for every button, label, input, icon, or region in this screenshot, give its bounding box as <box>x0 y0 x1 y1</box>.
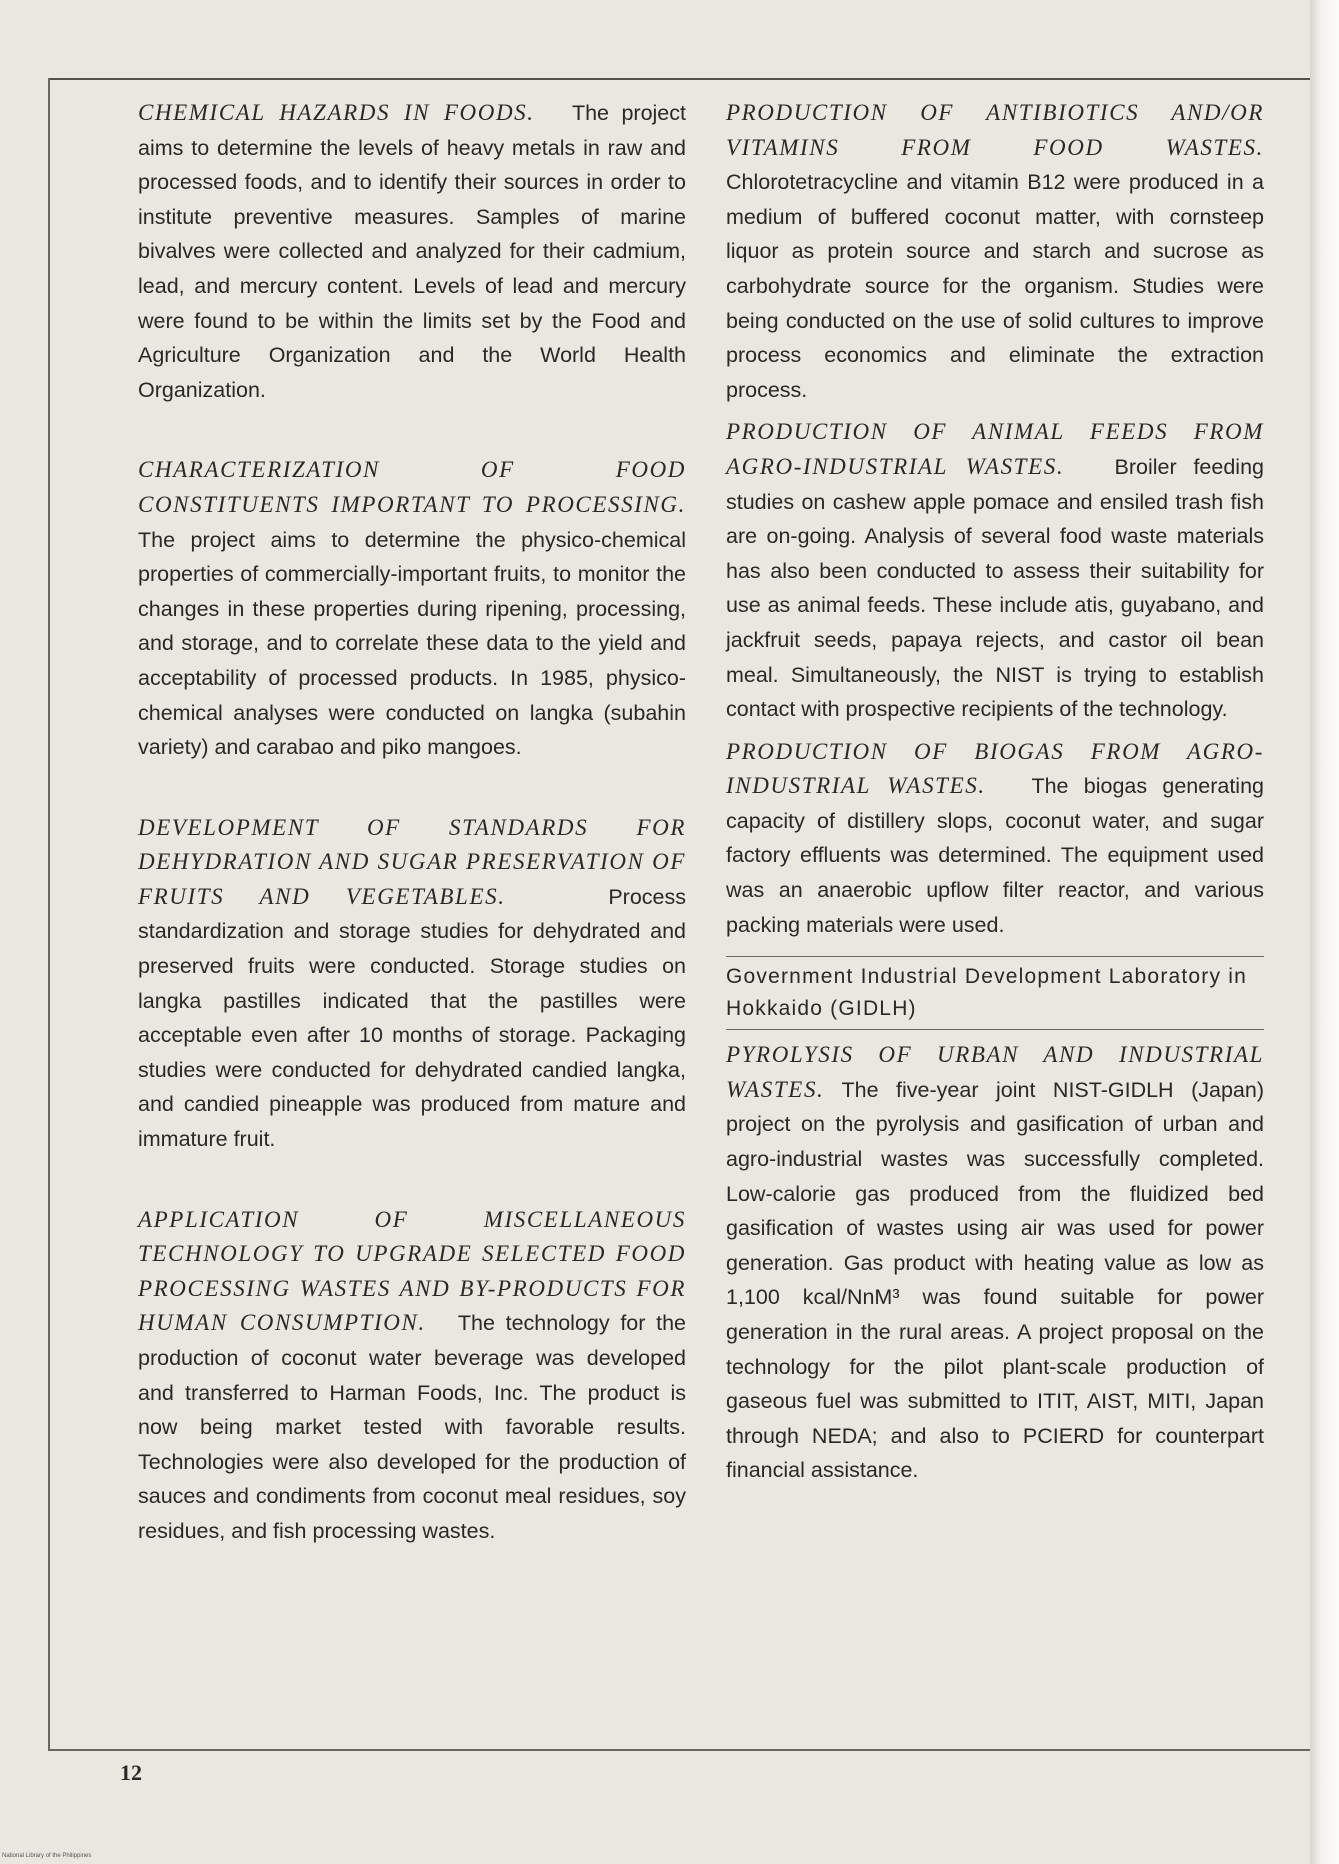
section-body: The biogas generating capacity of distillery slops, coconut water, and sugar factory effluents was determined. The equipment used was an anaerobic upflow filter reactor, and various packing materials were used. <box>726 774 1265 937</box>
section-dehydration-standards <box>138 811 686 1157</box>
section-biogas <box>726 735 1264 943</box>
section-heading: DEVELOPMENT OF STANDARDS FOR DEHYDRATION AND SUGAR PRESERVATION OF FRUITS AND VEGETABLES. <box>138 814 686 909</box>
section-heading: PRODUCTION OF ANIMAL FEEDS FROM AGRO-INDUSTRIAL WASTES. <box>726 419 1264 479</box>
section-antibiotics-vitamins <box>726 96 1264 407</box>
section-body: The project aims to determine the levels of heavy metals in raw and processed foods, and to identify their sources in order to institute preventive measures. Samples of marine bivalves were collected and analyzed for their cadmium, lead, and mercury content. Levels of lead and mercury were found to be within the limits set by the Food and Agriculture Organization and the World Health Organization. <box>138 101 686 402</box>
section-heading: PRODUCTION OF BIOGAS FROM AGRO-INDUSTRIAL WASTES. <box>726 738 1264 799</box>
section-heading: APPLICATION OF MISCELLANEOUS TECHNOLOGY TO UPGRADE SELECTED FOOD PROCESSING WASTES AND BY-PRODUCTS FOR HUMAN CONSUMPTION. <box>138 1206 686 1336</box>
section-body: Process standardization and storage studies for dehydrated and preserved fruits were conducted. Storage studies on langka pastilles indicated that the pastilles were acceptable even after 10 months of storage. Packaging studies were conducted for dehydrated candied langka, and candied pineapple was produced from mature and immature fruit. <box>138 884 686 1152</box>
section-heading: CHEMICAL HAZARDS IN FOODS. <box>138 100 535 125</box>
footer-note: National Library of the Philippines <box>2 1853 92 1859</box>
right-column <box>726 96 1264 1488</box>
scan-edge <box>1310 0 1339 1864</box>
section-body: The technology for the production of coconut water beverage was developed and transferred to Harman Foods, Inc. The product is now being market tested with favorable results. Technologies were also developed for the production of sauces and condiments from coconut meal residues, soy residues, and fish processing wastes. <box>138 1311 686 1543</box>
section-body: Broiler feeding studies on cashew apple pomace and ensiled trash fish are on-going. Analysis of several food waste materials has also been conducted to assess their suitability for use as animal feeds. These include atis, guyabano, and jackfruit seeds, papaya rejects, and castor oil bean meal. Simultaneously, the NIST is trying to establish contact with prospective recipients of the technology. <box>726 454 1264 722</box>
section-food-constituents <box>138 453 686 764</box>
section-heading: PRODUCTION OF ANTIBIOTICS AND/OR VITAMINS FROM FOOD WASTES. <box>726 100 1264 160</box>
section-miscellaneous-technology <box>138 1203 686 1549</box>
subsection-title: Government Industrial Development Laboratory in Hokkaido (GIDLH) <box>726 956 1264 1030</box>
section-body: Chlorotetracycline and vitamin B12 were produced in a medium of buffered coconut matter, with cornsteep liquor as protein source and starch and sucrose as carbohydrate source for the organism. Studies were being conducted on the use of solid cultures to improve process economics and eliminate the extraction process. <box>726 170 1264 402</box>
section-body: The five-year joint NIST-GIDLH (Japan) project on the pyrolysis and gasification of urban and agro-industrial wastes was successfully completed. Low-calorie gas produced from the fluidized bed gasification of wastes using air was used for power generation. Gas product with heating value as low as 1,100 kcal/NnM³ was found suitable for power generation in the rural areas. A project proposal on the technology for the pilot plant-scale production of gaseous fuel was submitted to ITIT, AIST, MITI, Japan through NEDA; and also to PCIERD for counterpart financial assistance. <box>726 1077 1264 1483</box>
section-pyrolysis <box>726 1038 1264 1488</box>
section-heading: CHARACTERIZATION OF FOOD CONSTITUENTS IMPORTANT TO PROCESSING. <box>138 457 686 517</box>
section-heading: PYROLYSIS OF URBAN AND INDUSTRIAL WASTES. <box>726 1042 1264 1102</box>
section-chemical-hazards <box>138 96 686 407</box>
frame-bottom-rule <box>48 1749 1310 1751</box>
left-column <box>138 96 686 1549</box>
page-number: 12 <box>120 1760 142 1785</box>
section-body: The project aims to determine the physico-chemical properties of commercially-important fruits, to monitor the changes in these properties during ripening, processing, and storage, and to correlate these data to the yield and acceptability of processed products. In 1985, physico-chemical analyses were conducted on langka (subahin variety) and carabao and piko mangoes. <box>138 527 686 760</box>
section-animal-feeds <box>726 415 1264 726</box>
frame-top-rule <box>48 78 1310 80</box>
frame-left-rule <box>48 78 50 1750</box>
